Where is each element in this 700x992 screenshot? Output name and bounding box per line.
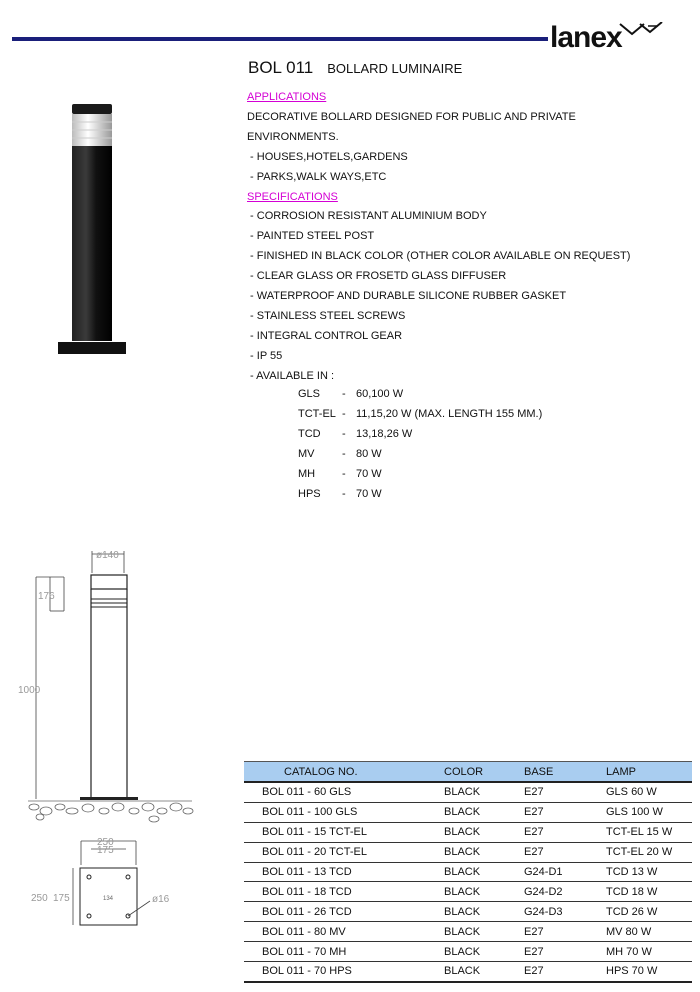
row-lamp: TCD 18 W bbox=[606, 882, 692, 902]
catalog-number: BOL 011 - 70 HPS bbox=[244, 962, 444, 982]
row-lamp: TCT-EL 15 W bbox=[606, 822, 692, 842]
row-base: E27 bbox=[524, 922, 606, 942]
brand-logo bbox=[550, 22, 665, 54]
col-base: BASE bbox=[524, 762, 606, 783]
plate-inner-side-label: 175 bbox=[53, 893, 70, 904]
lamp-watts: 11,15,20 W (MAX. LENGTH 155 MM.) bbox=[356, 407, 543, 420]
col-lamp: LAMP bbox=[606, 762, 692, 783]
diameter-label: ø140 bbox=[96, 550, 119, 561]
table-body bbox=[244, 782, 692, 982]
row-lamp: TCD 13 W bbox=[606, 862, 692, 882]
row-color: BLACK bbox=[444, 862, 524, 882]
row-color: BLACK bbox=[444, 842, 524, 862]
lamp-watts: 70 W bbox=[356, 487, 382, 500]
applications-line: DECORATIVE BOLLARD DESIGNED FOR PUBLIC AND PRIVATE bbox=[247, 110, 576, 123]
row-lamp: MV 80 W bbox=[606, 922, 692, 942]
catalog-table bbox=[244, 761, 692, 983]
catalog-number: BOL 011 - 20 TCT-EL bbox=[244, 842, 444, 862]
catalog-number: BOL 011 - 60 GLS bbox=[244, 782, 444, 802]
product-name: BOLLARD LUMINAIRE bbox=[327, 61, 463, 76]
applications-line: - PARKS,WALK WAYS,ETC bbox=[247, 170, 387, 183]
catalog-number: BOL 011 - 80 MV bbox=[244, 922, 444, 942]
table-row bbox=[244, 922, 692, 942]
row-color: BLACK bbox=[444, 942, 524, 962]
lamp-type: TCT-EL bbox=[298, 407, 336, 420]
row-lamp: GLS 60 W bbox=[606, 782, 692, 802]
row-color: BLACK bbox=[444, 822, 524, 842]
row-lamp: GLS 100 W bbox=[606, 802, 692, 822]
lamp-type: GLS bbox=[298, 388, 321, 400]
row-base: G24-D2 bbox=[524, 882, 606, 902]
row-base: E27 bbox=[524, 802, 606, 822]
lamp-type: MV bbox=[298, 447, 315, 460]
side-drawing bbox=[12, 545, 202, 845]
availability-row: MH - 70 W bbox=[298, 465, 542, 485]
spec-line: - WATERPROOF AND DURABLE SILICONE RUBBER GASKET bbox=[247, 290, 567, 303]
row-color: BLACK bbox=[444, 882, 524, 902]
row-color: BLACK bbox=[444, 782, 524, 802]
table-row bbox=[244, 822, 692, 842]
col-color: COLOR bbox=[444, 762, 524, 783]
spec-line: - PAINTED STEEL POST bbox=[247, 230, 375, 243]
availability-row: GLS - 60,100 W bbox=[298, 385, 542, 405]
row-lamp: TCD 26 W bbox=[606, 902, 692, 922]
spec-line: - CLEAR GLASS OR FROSETD GLASS DIFFUSER bbox=[247, 270, 507, 283]
lamp-watts: 13,18,26 W bbox=[356, 427, 413, 440]
catalog-number: BOL 011 - 15 TCT-EL bbox=[244, 822, 444, 842]
row-base: E27 bbox=[524, 822, 606, 842]
header-rule bbox=[12, 37, 548, 41]
table-row bbox=[244, 902, 692, 922]
catalog-number: BOL 011 - 70 MH bbox=[244, 942, 444, 962]
table-row bbox=[244, 842, 692, 862]
spec-line: - IP 55 bbox=[247, 349, 283, 362]
lamp-watts: 80 W bbox=[356, 447, 382, 460]
logo-text: lanex bbox=[550, 21, 622, 54]
plate-center-label: 134 bbox=[103, 896, 114, 902]
lamp-watts: 60,100 W bbox=[356, 388, 404, 400]
description-block bbox=[247, 88, 630, 387]
spec-line: - FINISHED IN BLACK COLOR (OTHER COLOR AVAILABLE ON REQUEST) bbox=[247, 250, 631, 263]
table-row bbox=[244, 962, 692, 982]
availability-row: TCT-EL - 11,15,20 W (MAX. LENGTH 155 MM.) bbox=[298, 405, 542, 425]
head-height-label: 176 bbox=[38, 591, 55, 602]
spec-line: - INTEGRAL CONTROL GEAR bbox=[247, 329, 403, 342]
row-color: BLACK bbox=[444, 962, 524, 982]
row-base: E27 bbox=[524, 942, 606, 962]
applications-line: ENVIRONMENTS. bbox=[247, 130, 339, 143]
availability-row: HPS - 70 W bbox=[298, 485, 542, 505]
applications-line: - HOUSES,HOTELS,GARDENS bbox=[247, 150, 408, 163]
plate-inner-label: 175 bbox=[97, 845, 114, 856]
applications-heading: APPLICATIONS bbox=[247, 91, 327, 103]
product-code: BOL 011 bbox=[248, 58, 314, 77]
logo-chevron-icon bbox=[618, 22, 664, 38]
specifications-heading: SPECIFICATIONS bbox=[247, 190, 338, 203]
base-plate-plan bbox=[25, 835, 205, 935]
plate-outer-label: 250 bbox=[97, 837, 114, 848]
row-base: E27 bbox=[524, 782, 606, 802]
row-color: BLACK bbox=[444, 902, 524, 922]
catalog-number: BOL 011 - 26 TCD bbox=[244, 902, 444, 922]
row-base: E27 bbox=[524, 842, 606, 862]
row-lamp: HPS 70 W bbox=[606, 962, 692, 982]
row-base: E27 bbox=[524, 962, 606, 982]
lamp-type: TCD bbox=[298, 427, 321, 440]
spec-line: - STAINLESS STEEL SCREWS bbox=[247, 309, 406, 322]
table-row bbox=[244, 882, 692, 902]
table-row bbox=[244, 862, 692, 882]
catalog-number: BOL 011 - 100 GLS bbox=[244, 802, 444, 822]
product-title bbox=[248, 58, 462, 78]
row-lamp: TCT-EL 20 W bbox=[606, 842, 692, 862]
availability-row: TCD - 13,18,26 W bbox=[298, 425, 542, 445]
availability-row: MV - 80 W bbox=[298, 445, 542, 465]
catalog-number: BOL 011 - 18 TCD bbox=[244, 882, 444, 902]
table-row bbox=[244, 942, 692, 962]
row-base: G24-D3 bbox=[524, 902, 606, 922]
table-row bbox=[244, 802, 692, 822]
row-base: G24-D1 bbox=[524, 862, 606, 882]
lamp-type: MH bbox=[298, 467, 316, 480]
table-header-row bbox=[244, 762, 692, 783]
availability-list bbox=[298, 385, 542, 504]
row-color: BLACK bbox=[444, 922, 524, 942]
hole-label: ø16 bbox=[152, 894, 170, 905]
table-row bbox=[244, 782, 692, 802]
total-height-label: 1000 bbox=[18, 685, 41, 696]
product-photo bbox=[58, 104, 126, 356]
lamp-type: HPS bbox=[298, 487, 321, 500]
row-color: BLACK bbox=[444, 802, 524, 822]
lamp-watts: 70 W bbox=[356, 467, 382, 480]
catalog-number: BOL 011 - 13 TCD bbox=[244, 862, 444, 882]
spec-line: - AVAILABLE IN : bbox=[247, 369, 335, 382]
spec-line: - CORROSION RESISTANT ALUMINIUM BODY bbox=[247, 210, 487, 223]
col-catalog: CATALOG NO. bbox=[244, 762, 444, 783]
plate-outer-side-label: 250 bbox=[31, 893, 48, 904]
row-lamp: MH 70 W bbox=[606, 942, 692, 962]
